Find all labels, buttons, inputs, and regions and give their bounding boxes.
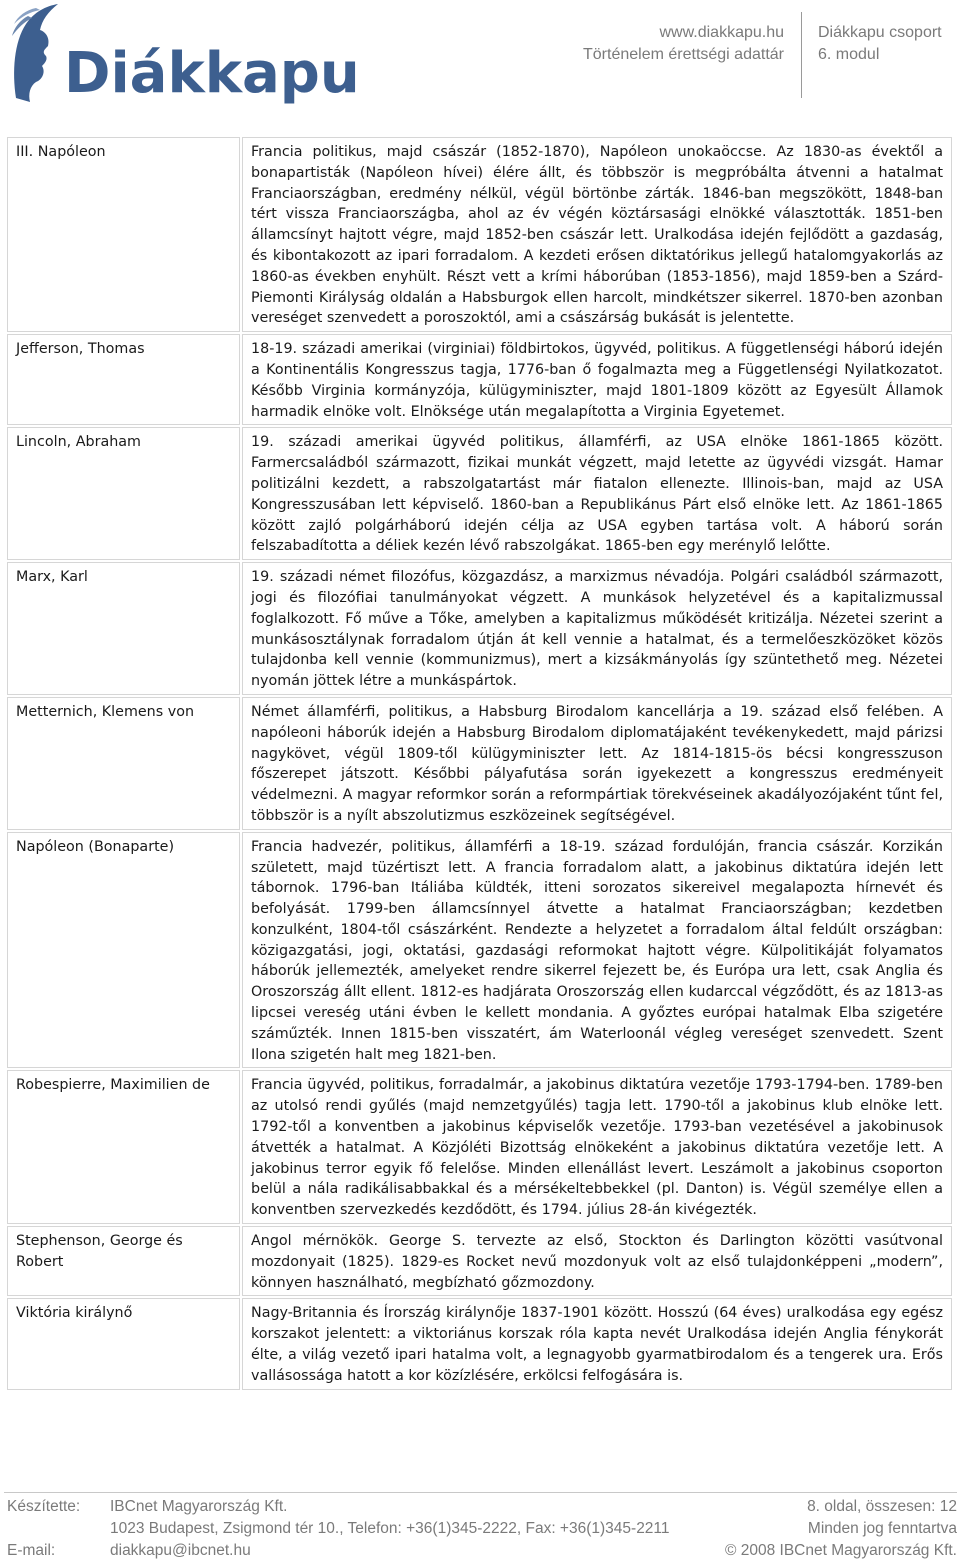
footer-row-3 <box>0 1540 960 1562</box>
footer-row-2 <box>0 1518 960 1540</box>
entry-name: Jefferson, Thomas <box>7 334 240 425</box>
table-row <box>7 697 952 830</box>
company-name: IBCnet Magyarország Kft. <box>110 1498 288 1515</box>
entry-description: 19. századi amerikai ügyvéd politikus, államférfi, az USA elnöke 1861-1865 között. Farmercsaládból származott, fizikai munkát végzett, majd letette az ügyvédi vizsgát. Hamar politizálni kezdett, a rabszolgatartást már fiatalon ellenezte. Illinois-ban, majd az USA Kongresszusában lett képviselő. 1860-ban a Republikánus Párt első elnöke lett. Az 1861-1865 között zajló polgárháború idején célja az USA egyben tartása volt. A háború során felszabadította a déliek kezén lévő rabszolgákat. 1865-ben egy merénylő lelőtte. <box>242 427 952 560</box>
site-subtitle: Történelem érettségi adattár <box>583 46 784 63</box>
page-header <box>0 0 960 120</box>
footer-row-1 <box>0 1496 960 1518</box>
table-row <box>7 137 952 332</box>
header-left-info <box>583 22 784 66</box>
copyright-text: © 2008 IBCnet Magyarország Kft. <box>725 1542 957 1559</box>
entry-description: Francia hadvezér, politikus, államférfi a 18-19. század fordulóján, francia császár. Korzikán született, majd tüzértiszt lett. A francia forradalom alatt, a jakobinus diktatúra idején lett tábornok. 1796-ban Itáliába küldték, itteni sorozatos sikereivel megalapozta hírnevét és befolyását. 1799-ben államcsínnyel átvette a hatalmat Franciaországban; kezdetben konzulként, 1804-től császárként. Rendezte a helyzetet a forradalom által feldúlt országban: közigazgatási, jogi, oktatási, gazdasági reformokat hajtott végre. Külpolitikáját folyamatos háborúk jellemezték, amelyeket rendre sikerrel fejezett be, és Európa ura lett, csak Anglia és Oroszország állt ellent. 1812-es hadjárata Oroszország ellen kudarccal végződött, és az 1813-as lipcsei vereség utáni évben le kellett mondania. A győztes európai hatalmak Elba szigetére száműzték. Innen 1815-ben visszatért, ám Waterloonál végleg vereséget szenvedett. Szent Ilona szigetén halt meg 1821-ben. <box>242 832 952 1069</box>
entry-name: Metternich, Klemens von <box>7 697 240 830</box>
company-address: 1023 Budapest, Zsigmond tér 10., Telefon: +36(1)345-2222, Fax: +36(1)345-2211 <box>110 1520 670 1537</box>
table-row <box>7 427 952 560</box>
entry-description: Francia ügyvéd, politikus, forradalmár, a jakobinus diktatúra vezetője 1793-1794-ben. 1789-ben az utolsó rendi gyűlés (majd nemzetgyűlés) tagja lett. 1790-től a jakobinus klub elnöke lett. 1792-től a konventben a jakobinus képviselők vezetője. 1793-ban vezetésével a jakobinusok átvették a hatalmat. A Közjóléti Bizottság elnökeként a jakobinus diktatúra vezetője lett. A jakobinus terror egyik fő felelőse. Minden ellenállást levert. Leszámolt a jakobinus csoporton belül a nála radikálisabbakkal és a mérsékeltebbekkel (pl. Danton) is. Végül személye ellen a konventben szervezkedés kezdődött, és 1794. július 28-án kivégezték. <box>242 1070 952 1224</box>
entry-description: 19. századi német filozófus, közgazdász, a marxizmus névadója. Polgári családból származott, jogi és filozófiai tanulmányokat végzett. A munkások helyzetével és a kapitalizmussal foglalkozott. Fő műve a Tőke, amelyben a kapitalizmus működését kritizálja. Nézetei szerint a munkásosztálynak forradalom útján át kell vennie a hatalmat, és a termelőeszközöket közös tulajdonba kell vennie (kommunizmus), mert a kizsákmányolás így szüntethető meg. Nézetei nyomán jöttek létre a munkáspártok. <box>242 562 952 695</box>
footer-divider <box>4 1492 957 1493</box>
entry-name: Robespierre, Maximilien de <box>7 1070 240 1224</box>
entry-name: Stephenson, George és Robert <box>7 1226 240 1296</box>
entry-name: III. Napóleon <box>7 137 240 332</box>
header-divider <box>801 12 802 98</box>
module-name: 6. modul <box>818 46 880 63</box>
table-row <box>7 562 952 695</box>
glossary-table <box>5 135 954 1392</box>
entry-description: 18-19. századi amerikai (virginiai) földbirtokos, ügyvéd, politikus. A függetlenségi háború idején a Kontinentális Kongresszus tagja, 1776-ban ő fogalmazta meg a Függetlenségi Nyilatkozatot. Később Virginia kormányzója, külügyminiszter, majd 1801-1809 között az Egyesült Államok harmadik elnöke volt. Elnöksége után megalapította a Virginia Egyetemet. <box>242 334 952 425</box>
entry-description: Német államférfi, politikus, a Habsburg Birodalom kancellárja a 19. század első felében. A napóleoni háborúk idején a Habsburg Birodalom diplomatájaként tevékenykedett, majd párizsi nagykövet, végül 1809-től külügyminiszter lett. Az 1814-1815-ös bécsi kongresszuson főszerepet játszott. Későbbi pályafutása során igyekezett a kongresszus eredményeit védelmezni. A magyar reformkor során a reformpártiak törekvéseinek akadályozójaként tűnt fel, többször is a nyílt abszolutizmus eszközeinek segítségével. <box>242 697 952 830</box>
table-row <box>7 1070 952 1224</box>
entry-name: Viktória királynő <box>7 1298 240 1389</box>
entry-name: Marx, Karl <box>7 562 240 695</box>
email-link[interactable]: diakkapu@ibcnet.hu <box>110 1542 251 1559</box>
entry-name: Lincoln, Abraham <box>7 427 240 560</box>
group-name: Diákkapu csoport <box>818 24 942 41</box>
rights-text: Minden jog fenntartva <box>807 1520 957 1537</box>
page-footer <box>0 1488 960 1562</box>
table-row <box>7 832 952 1069</box>
logo-text: Diákkapu <box>64 41 360 106</box>
entry-description: Nagy-Britannia és Írország királynője 1837-1901 között. Hosszú (64 éves) uralkodása egy egész korszakot jelentett: a viktoriánus korszak róla kapta nevét Uralkodása idején Anglia fénykorát élte, a világ vezető ipari hatalma volt, a legnagyobb gyarmatbirodalom és a tengerek ura. Erős vallásossága hatott a kor közízlésére, erkölcsi felfogására is. <box>242 1298 952 1389</box>
email-label: E-mail: <box>7 1542 56 1559</box>
site-url[interactable]: www.diakkapu.hu <box>659 24 784 41</box>
table-row <box>7 1298 952 1389</box>
diakkapu-logo <box>6 2 360 106</box>
table-row <box>7 1226 952 1296</box>
entry-description: Francia politikus, majd császár (1852-1870), Napóleon unokaöccse. Az 1830-as évektől a bonapartisták (Napóleon hívei) élére állt, és többször is megpróbálta átvenni a hatalmat Franciaországban, eredmény nélkül, végül börtönbe zárták. 1846-ban megszökött, 1848-ban tért vissza Franciaországba, ahol az év végén köztársasági elnökké választották. 1851-ben államcsínyt hajtott végre, majd 1852-ben császár lett. Uralkodása idején fejlődött a gazdaság, és kibontakozott az ipari forradalom. A kezdeti erősen diktatórikus jellegű hatalomgyakorlás az 1860-as években enyhült. Részt vett a krími háborúban (1853-1856), majd 1859-ben a Szárd-Piemonti Királyság oldalán a Habsburgok ellen harcolt, mindkétszer sikerrel. 1870-ben azonban vereséget szenvedett a poroszoktól, ami a császárság bukását is jelentette. <box>242 137 952 332</box>
logo-profile-icon <box>14 4 58 102</box>
entry-description: Angol mérnökök. George S. tervezte az első, Stockton és Darlington közötti vasútvonal mozdonyait (1825). 1829-es Rocket nevű mozdonyuk volt az első tulajdonképpeni „modern”, könnyen használható, megbízható gőzmozdony. <box>242 1226 952 1296</box>
header-right-info <box>818 22 942 66</box>
entry-name: Napóleon (Bonaparte) <box>7 832 240 1069</box>
made-by-label: Készítette: <box>7 1498 81 1515</box>
page-info: 8. oldal, összesen: 12 <box>807 1498 957 1515</box>
table-row <box>7 334 952 425</box>
